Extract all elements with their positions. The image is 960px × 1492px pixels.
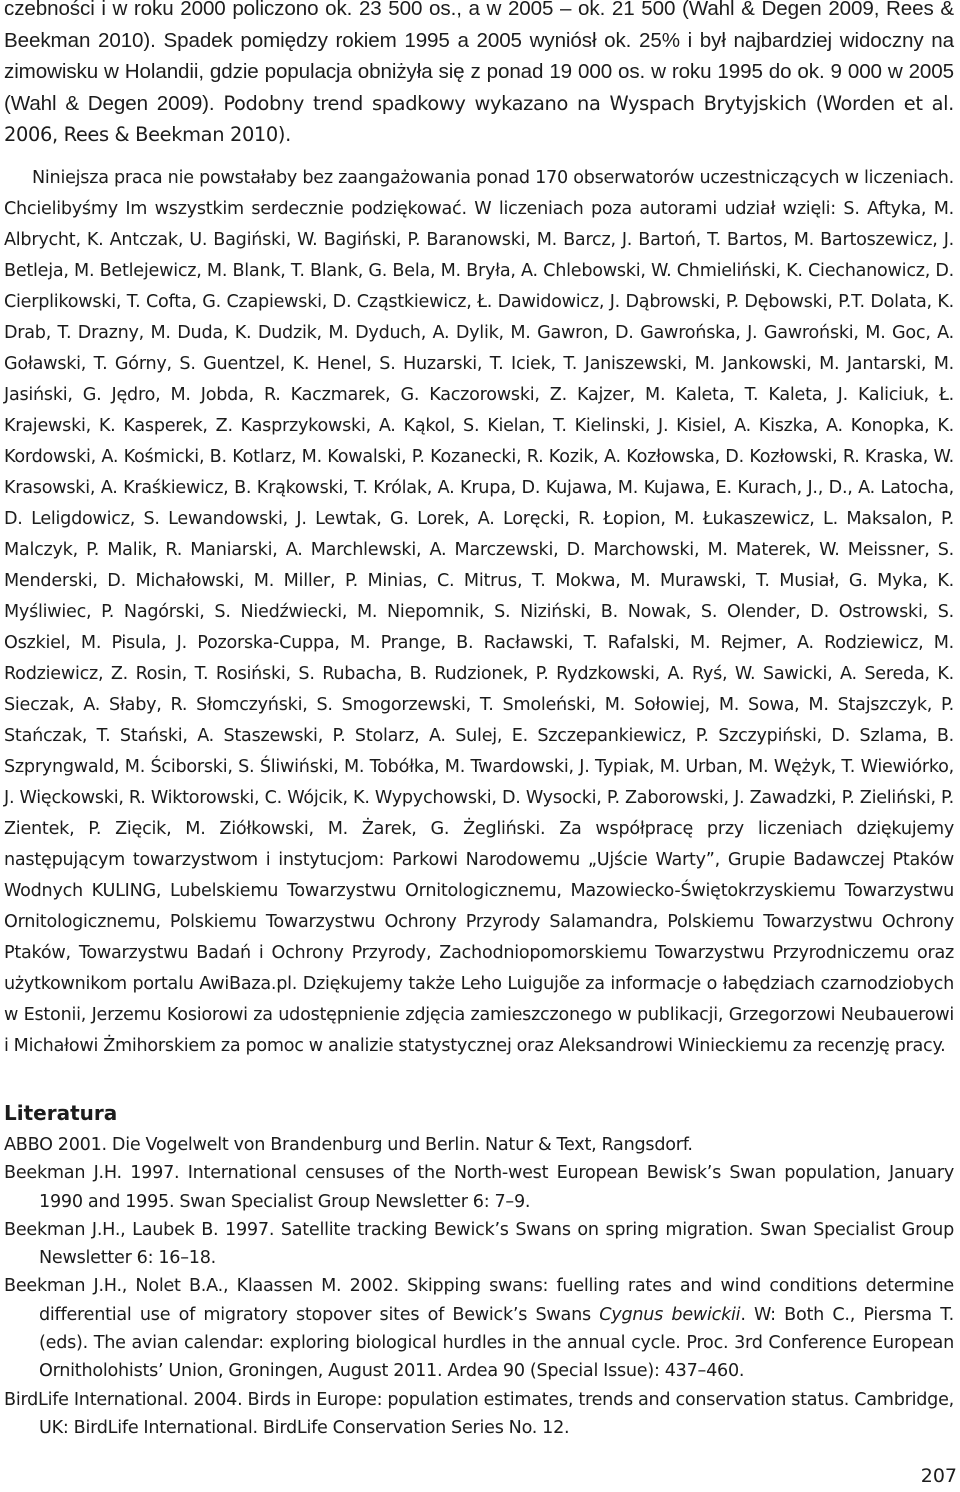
document-page	[4, 0, 954, 1442]
continued-paragraph-text: czebności i w roku 2000 policzono ok. 23 500 os., a w 2005 – ok. 21 500 (Wahl & Degen 2009, Rees & Beekman 2010). Spadek pomiędzy rokiem 1995 a 2005 wyniósł ok. 25% i był najbardziej widoczny na zimowisku w Holandii, gdzie populacja obniżyła się z ponad 19 000 os. w roku 1995 do ok. 9 000 w 2005 (Wahl & Degen 2009).	[4, 0, 954, 115]
acknowledgements-paragraph: Niniejsza praca nie powstałaby bez zaangażowania ponad 170 obserwatorów uczestniczących w liczeniach. Chcielibyśmy Im wszystkim serdecznie podziękować. W liczeniach poza autorami udział wzięli: S. Aftyka, M. Albrycht, K. Antczak, U. Bagiński, W. Bagiński, P. Baranowski, M. Barcz, J. Bartoń, T. Bartos, M. Bartoszewicz, J. Betleja, M. Betlejewicz, M. Blank, T. Blank, G. Bela, M. Bryła, A. Chlebowski, W. Chmieliński, K. Ciechanowicz, D. Cierplikowski, T. Cofta, G. Czapiewski, D. Cząstkiewicz, Ł. Dawidowicz, J. Dąbrowski, P. Dębowski, P.T. Dolata, K. Drab, T. Drazny, M. Duda, K. Dudzik, M. Dyduch, A. Dylik, M. Gawron, D. Gawrońska, J. Gawroński, M. Goc, A. Goławski, T. Górny, S. Guentzel, K. Henel, S. Huzarski, T. Iciek, T. Janiszewski, M. Jankowski, M. Jantarski, M. Jasiński, G. Jędro, M. Jobda, R. Kaczmarek, G. Kaczorowski, Z. Kajzer, M. Kaleta, T. Kaleta, J. Kaliciuk, Ł. Krajewski, K. Kasperek, Z. Kasprzykowski, A. Kąkol, S. Kielan, T. Kielinski, J. Kisiel, A. Kiszka, A. Konopka, K. Kordowski, A. Kośmicki, B. Kotlarz, M. Kowalski, P. Kozanecki, R. Kozik, A. Kozłowska, D. Kozłowski, R. Kraska, W. Krasowski, A. Kraśkiewicz, B. Krąkowski, T. Królak, A. Krupa, D. Kujawa, M. Kujawa, E. Kurach, J., D., A. Latocha, D. Leligdowicz, S. Lewandowski, J. Lewtak, G. Lorek, A. Loręcki, R. Łopion, M. Łukaszewicz, L. Maksalon, P. Malczyk, P. Malik, R. Maniarski, A. Marchlewski, A. Marczewski, D. Marchowski, M. Materek, W. Meissner, S. Menderski, D. Michałowski, M. Miller, P. Minias, C. Mitrus, T. Mokwa, M. Murawski, T. Musiał, G. Myka, K. Myśliwiec, P. Nagórski, S. Niedźwiecki, M. Niepomnik, S. Niziński, B. Nowak, S. Olender, D. Ostrowski, S. Oszkiel, M. Pisula, J. Pozorska-Cuppa, M. Prange, B. Racławski, T. Rafalski, M. Rejmer, A. Rodziewicz, M. Rodziewicz, Z. Rosin, T. Rosiński, S. Rubacha, B. Rudzionek, P. Rydzkowski, A. Ryś, W. Sawicki, A. Sereda, K. Sieczak, A. Słaby, R. Słomczyński, S. Smogorzewski, T. Smoleński, M. Sołowiej, M. Sowa, M. Stajszczyk, P. Stańczak, T. Stański, A. Staszewski, P. Stolarz, A. Sulej, E. Szczepankiewicz, P. Szczypiński, D. Szlama, B. Szpryngwald, M. Ściborski, S. Śliwiński, M. Tobółka, M. Twardowski, J. Typiak, M. Urban, M. Wężyk, T. Wiewiórko, J. Więckowski, R. Wiktorowski, C. Wójcik, K. Wypychowski, D. Wysocki, P. Zaborowski, J. Zawadzki, P. Zieliński, P. Zientek, P. Zięcik, M. Ziółkowski, M. Żarek, G. Żegliński. Za współpracę przy liczeniach dziękujemy następującym towarzystwom i instytucjom: Parkowi Narodowemu „Ujście Warty”, Grupie Badawczej Ptaków Wodnych KULING, Lubelskiemu Towarzystwu Ornitologicznemu, Mazowiecko-Świętokrzyskiemu Towarzystwu Ornitologicznemu, Polskiemu Towarzystwu Ochrony Przyrody Salamandra, Polskiemu Towarzystwu Ochrony Ptaków, Towarzystwu Badań i Ochrony Przyrody, Zachodniopomorskiemu Towarzystwu Przyrodniczemu oraz użytkownikom portalu AwiBaza.pl. Dziękujemy także Leho Luigujõe za informacje o łabędziach czarnodziobych w Estonii, Jerzemu Kosiorowi za udostępnienie zdjęcia zamieszczonego w publikacji, Grzegorzowi Neubauerowi i Michałowi Żmihorskiem za pomoc w analizie statystycznej oraz Aleksandrowi Winieckiemu za recenzję pracy.	[4, 167, 954, 1056]
references-heading: Literatura	[4, 1100, 118, 1125]
reference-item: Beekman J.H. 1997. International censuses of the North-west European Bewisk’s Swan population, January 1990 and 1995. Swan Specialist Group Newsletter 6: 7–9.	[4, 1163, 954, 1212]
reference-item	[4, 1272, 954, 1385]
page-number: 207	[920, 1465, 957, 1487]
reference-text: Beekman J.H., Nolet B.A., Klaassen M. 2002. Skipping swans: fuelling rates and wind conditions determine differential use of migratory stopover sites of Bewick’s Swans	[4, 1276, 954, 1325]
references-list	[4, 1131, 954, 1442]
continued-paragraph	[4, 0, 954, 151]
species-name: Cygnus bewickii	[599, 1304, 741, 1325]
continued-paragraph-tail: Podobny trend spadkowy wykazano na Wyspach Brytyjskich (Worden et al. 2006, Rees & Beekman 2010).	[4, 91, 954, 147]
reference-item: BirdLife International. 2004. Birds in Europe: population estimates, trends and conservation status. Cambridge, UK: BirdLife International. BirdLife Conservation Series No. 12.	[4, 1389, 954, 1438]
reference-item: ABBO 2001. Die Vogelwelt von Brandenburg und Berlin. Natur & Text, Rangsdorf.	[4, 1134, 693, 1155]
reference-item: Beekman J.H., Laubek B. 1997. Satellite tracking Bewick’s Swans on spring migration. Swan Specialist Group Newsletter 6: 16–18.	[4, 1219, 954, 1269]
reference-text: . W: Both C., Piersma T. (eds). The avian calendar: exploring biological hurdles in the annual cycle. Proc. 3rd Conference European Ornitholohists’ Union, Groningen, August 2011. Ardea 90 (Special Issue): 437–460.	[39, 1304, 954, 1382]
